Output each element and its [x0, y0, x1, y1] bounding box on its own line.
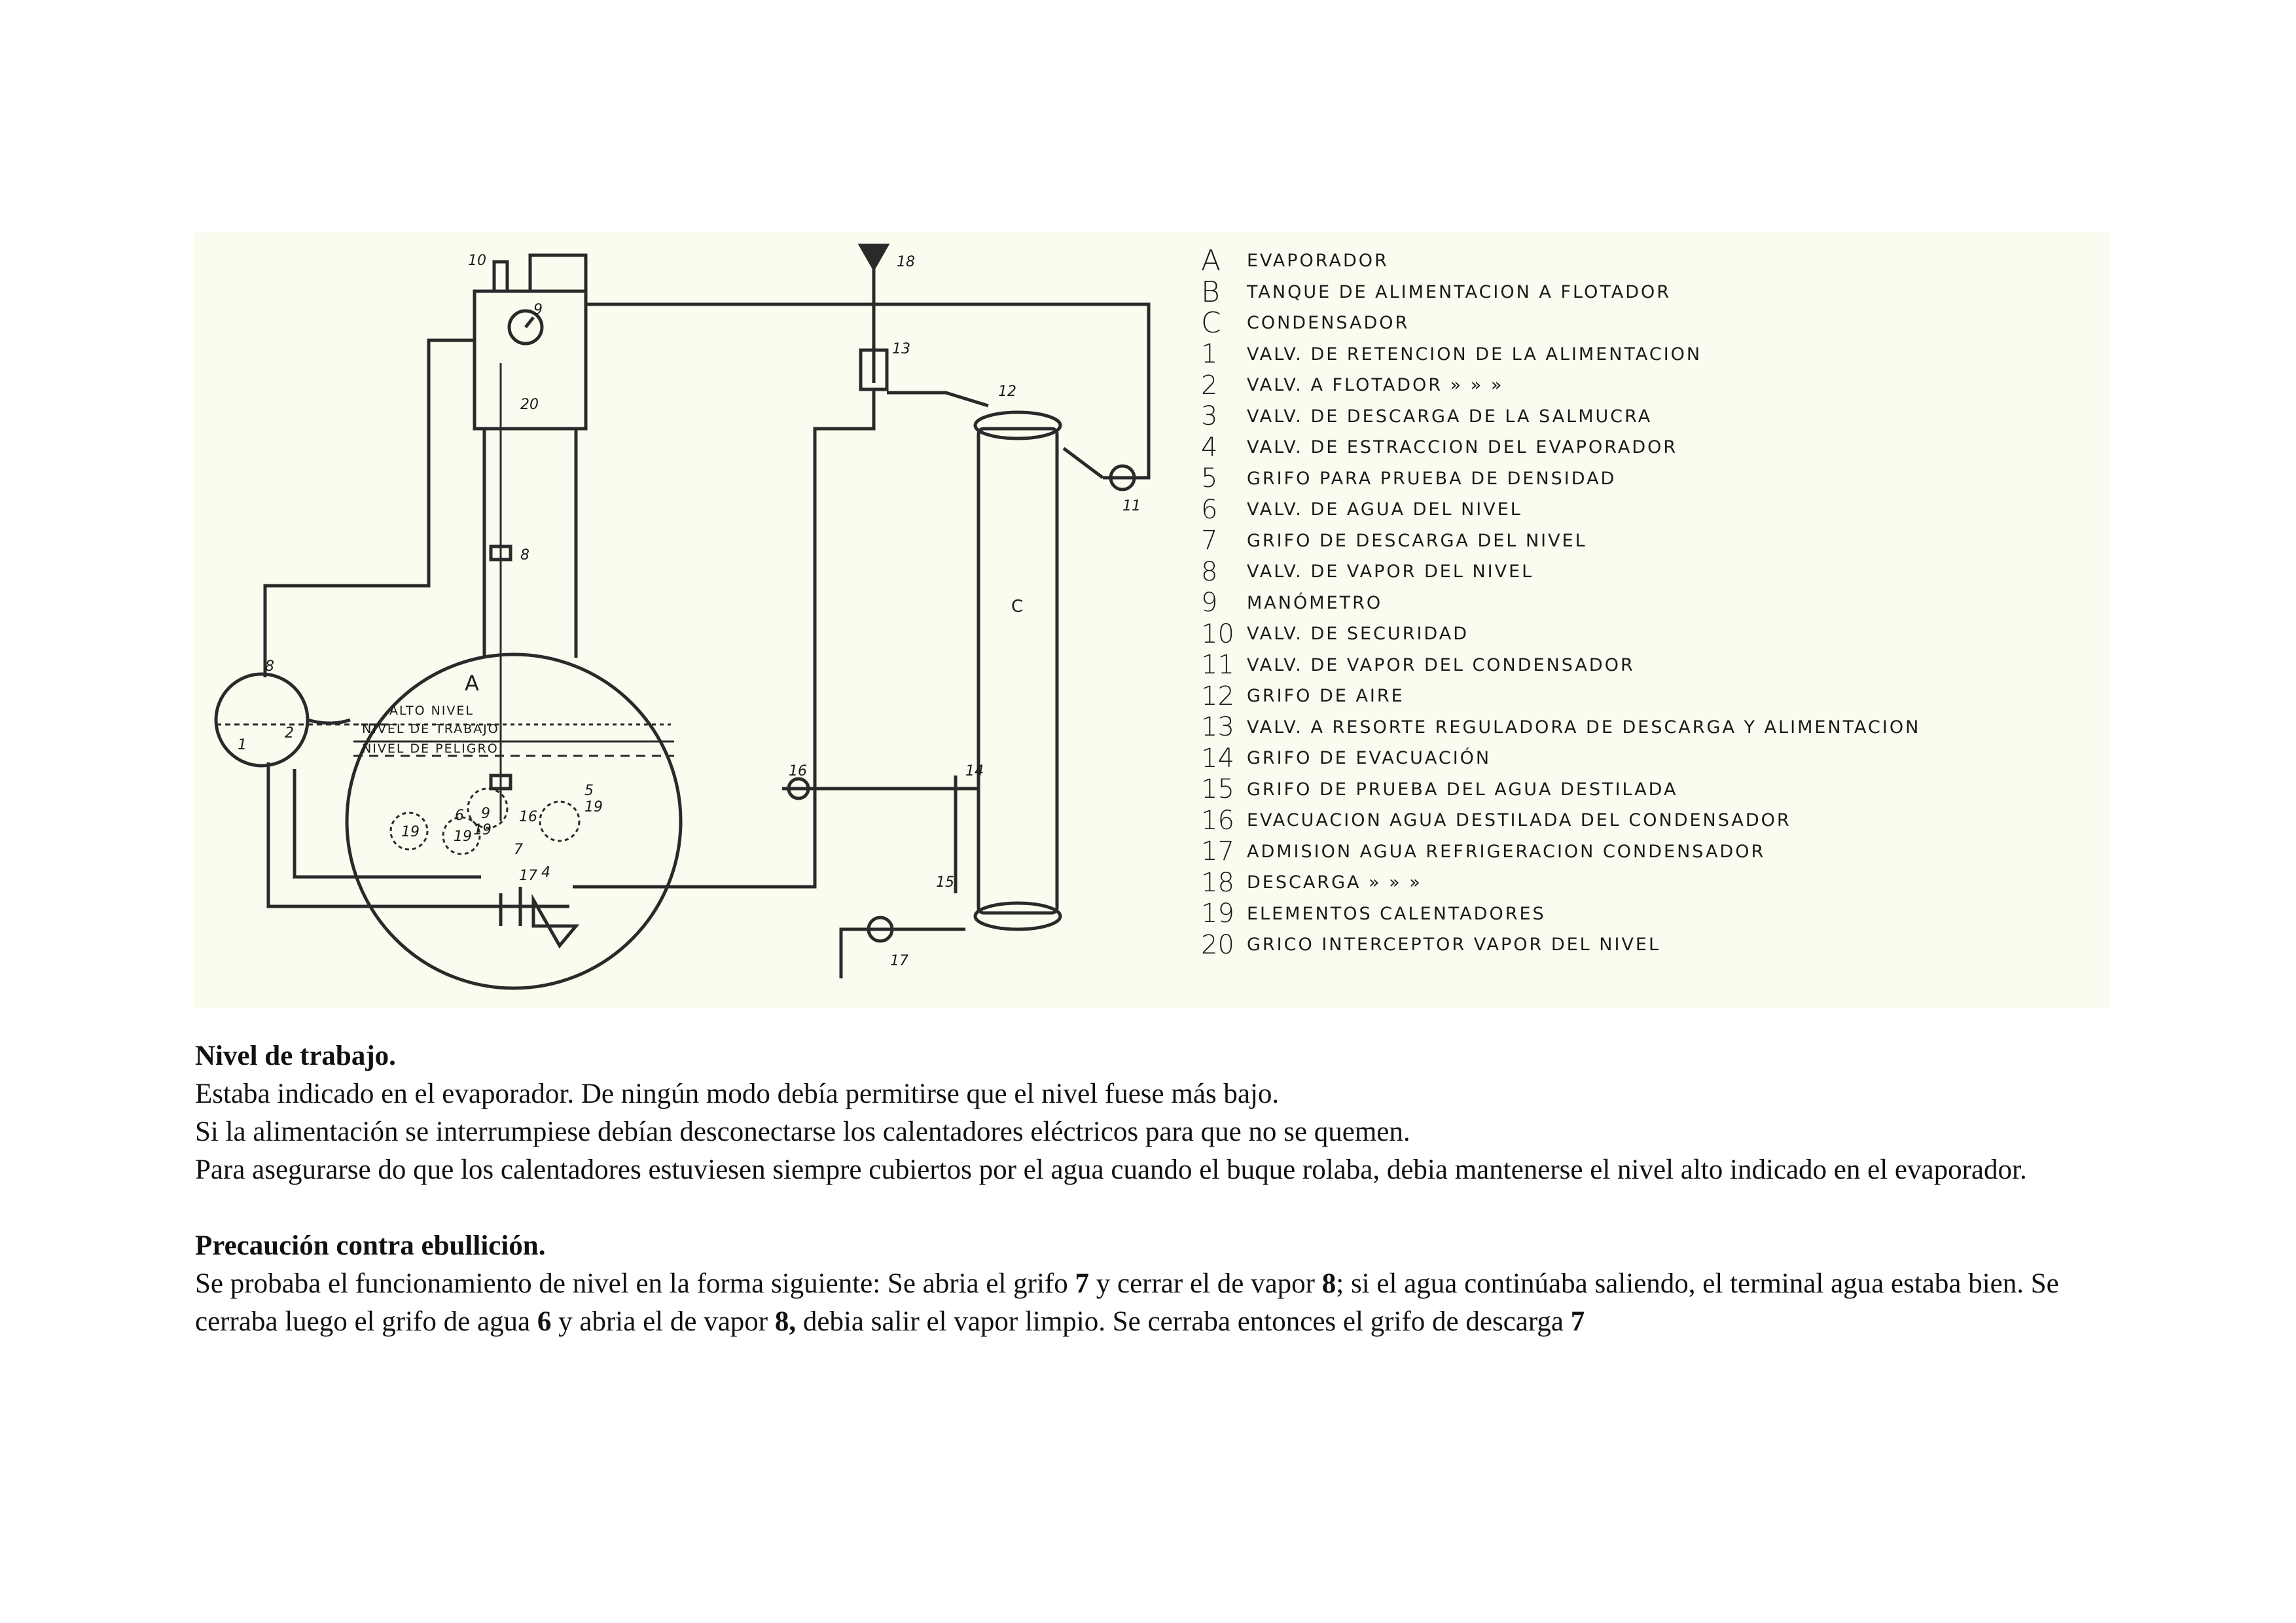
label-n19d: 19 — [584, 799, 603, 815]
legend-item — [1201, 743, 2111, 774]
diagram-legend — [1201, 245, 2111, 961]
float-tank-B — [216, 674, 308, 766]
legend-text: VALV. A RESORTE REGULADORA DE DESCARGA Y ALIMENTACION — [1247, 717, 1921, 738]
legend-text: GRICO INTERCEPTOR VAPOR DEL NIVEL — [1247, 935, 1661, 955]
legend-key: A — [1201, 244, 1221, 278]
legend-key: C — [1201, 306, 1221, 340]
label-nivel-trabajo: NIVEL DE TRABAJO — [362, 722, 499, 736]
label-n17b: 17 — [519, 868, 537, 884]
legend-text: VALV. DE DESCARGA DE LA SALMUCRA — [1247, 406, 1653, 427]
label-n15: 15 — [936, 874, 954, 891]
legend-text: GRIFO DE DESCARGA DEL NIVEL — [1247, 530, 1587, 551]
label-n12: 12 — [998, 383, 1016, 400]
legend-item — [1201, 526, 2111, 557]
legend-text: VALV. DE ESTRACCION DEL EVAPORADOR — [1247, 437, 1678, 458]
label-n9a: 9 — [533, 302, 543, 318]
label-n16b: 16 — [519, 809, 537, 825]
label-n5: 5 — [584, 783, 594, 799]
legend-item — [1201, 618, 2111, 650]
legend-item — [1201, 867, 2111, 899]
label-C: C — [1011, 597, 1024, 616]
legend-text: VALV. A FLOTADOR » » » — [1247, 375, 1504, 396]
legend-item — [1201, 929, 2111, 961]
legend-item — [1201, 836, 2111, 868]
label-n9b: 9 — [481, 806, 490, 822]
label-n6: 6 — [455, 808, 464, 824]
legend-key: 9 — [1201, 588, 1218, 618]
legend-key: 5 — [1201, 463, 1218, 494]
paragraph-3: Para asegurarse do que los calentadores estuviesen siempre cubiertos por el agua cuando el buque rolaba, debia mantenerse el nivel alto indicado en el evaporador. — [195, 1154, 2027, 1185]
label-n1: 1 — [238, 737, 247, 753]
label-n8a: 8 — [520, 547, 529, 563]
legend-item — [1201, 899, 2111, 930]
label-n4: 4 — [541, 865, 550, 881]
legend-key: 3 — [1201, 401, 1218, 432]
legend-key: 6 — [1201, 494, 1218, 525]
legend-key: 2 — [1201, 370, 1218, 401]
legend-key: 18 — [1201, 867, 1234, 898]
legend-item — [1201, 432, 2111, 463]
condenser — [978, 429, 1057, 913]
legend-item — [1201, 588, 2111, 619]
legend-key: 14 — [1201, 743, 1234, 774]
legend-text: EVACUACION AGUA DESTILADA DEL CONDENSADOR — [1247, 810, 1791, 831]
evaporator-diagram — [193, 232, 1175, 1008]
label-n13: 13 — [892, 341, 910, 357]
label-n19a: 19 — [401, 824, 420, 840]
legend-text: VALV. DE VAPOR DEL CONDENSADOR — [1247, 654, 1635, 675]
legend-text: GRIFO DE EVACUACIÓN — [1247, 748, 1492, 769]
legend-key: B — [1201, 275, 1220, 309]
label-n18: 18 — [897, 254, 915, 270]
legend-key: 8 — [1201, 556, 1218, 587]
legend-text: EVAPORADOR — [1247, 251, 1389, 272]
label-n16a: 16 — [789, 763, 807, 779]
legend-text: ADMISION AGUA REFRIGERACION CONDENSADOR — [1247, 841, 1766, 862]
legend-key: 4 — [1201, 432, 1218, 463]
legend-item — [1201, 650, 2111, 681]
label-n10: 10 — [468, 253, 486, 269]
legend-key: 7 — [1201, 526, 1218, 556]
legend-text: VALV. DE SECURIDAD — [1247, 624, 1469, 645]
label-n19c: 19 — [473, 822, 492, 838]
legend-key: 17 — [1201, 836, 1234, 867]
legend-key: 10 — [1201, 618, 1234, 649]
legend-text: CONDENSADOR — [1247, 313, 1410, 334]
legend-item — [1201, 805, 2111, 836]
legend-item — [1201, 681, 2111, 712]
legend-item — [1201, 308, 2111, 339]
legend-item — [1201, 463, 2111, 495]
label-alto-nivel: ALTO NIVEL — [389, 704, 474, 718]
legend-item — [1201, 494, 2111, 526]
legend-key: 16 — [1201, 805, 1234, 836]
legend-key: 11 — [1201, 650, 1234, 681]
legend-key: 12 — [1201, 681, 1234, 711]
body-text — [195, 1037, 2119, 1341]
legend-item — [1201, 774, 2111, 806]
legend-key: 1 — [1201, 339, 1218, 370]
legend-text: VALV. DE VAPOR DEL NIVEL — [1247, 562, 1534, 582]
label-n20: 20 — [520, 397, 539, 413]
paragraph-2: Si la alimentación se interrumpiese debían desconectarse los calentadores eléctricos para que no se quemen. — [195, 1116, 1410, 1147]
legend-item — [1201, 339, 2111, 370]
label-A: A — [465, 671, 479, 696]
safety-valve — [494, 262, 507, 291]
legend-item — [1201, 401, 2111, 433]
legend-item — [1201, 245, 2111, 277]
label-n17a: 17 — [890, 953, 908, 969]
legend-key: 15 — [1201, 774, 1234, 805]
label-n14: 14 — [965, 763, 984, 779]
legend-text: GRIFO DE PRUEBA DEL AGUA DESTILADA — [1247, 779, 1678, 800]
label-n11: 11 — [1122, 498, 1141, 514]
label-n19b: 19 — [454, 829, 472, 845]
label-n2: 2 — [285, 725, 294, 741]
legend-text: ELEMENTOS CALENTADORES — [1247, 903, 1546, 924]
legend-text: TANQUE DE ALIMENTACION A FLOTADOR — [1247, 281, 1672, 302]
legend-key: 19 — [1201, 899, 1234, 929]
label-n8b: 8 — [265, 658, 274, 675]
legend-key: 20 — [1201, 929, 1234, 960]
paragraph-4: Se probaba el funcionamiento de nivel en la forma siguiente: Se abria el grifo 7 y cerrar el de vapor 8; si el agua continúaba saliendo, el terminal agua estaba bien. Se cerraba luego el grifo de agua 6 y abria el de vapor 8, debia salir el vapor limpio. Se cerraba entonces el grifo de descarga 7 — [195, 1268, 2059, 1337]
legend-text: GRIFO DE AIRE — [1247, 686, 1405, 707]
legend-item — [1201, 277, 2111, 308]
label-n7: 7 — [514, 842, 523, 858]
heading-nivel-trabajo: Nivel de trabajo. — [195, 1041, 396, 1071]
legend-text: DESCARGA » » » — [1247, 872, 1422, 893]
discharge-valve-18 — [861, 245, 887, 268]
legend-item — [1201, 556, 2111, 588]
legend-item — [1201, 370, 2111, 401]
legend-text: GRIFO PARA PRUEBA DE DENSIDAD — [1247, 468, 1617, 489]
heading-precaucion: Precaución contra ebullición. — [195, 1230, 546, 1261]
legend-item — [1201, 712, 2111, 743]
paragraph-1: Estaba indicado en el evaporador. De ningún modo debía permitirse que el nivel fuese más bajo. — [195, 1079, 1280, 1109]
legend-text: VALV. DE AGUA DEL NIVEL — [1247, 499, 1522, 520]
schematic-figure — [193, 232, 2111, 1008]
label-nivel-peligro: NIVEL DE PELIGRO — [362, 741, 499, 756]
legend-text: MANÓMETRO — [1247, 592, 1383, 613]
legend-key: 13 — [1201, 712, 1234, 743]
legend-text: VALV. DE RETENCION DE LA ALIMENTACION — [1247, 344, 1702, 365]
